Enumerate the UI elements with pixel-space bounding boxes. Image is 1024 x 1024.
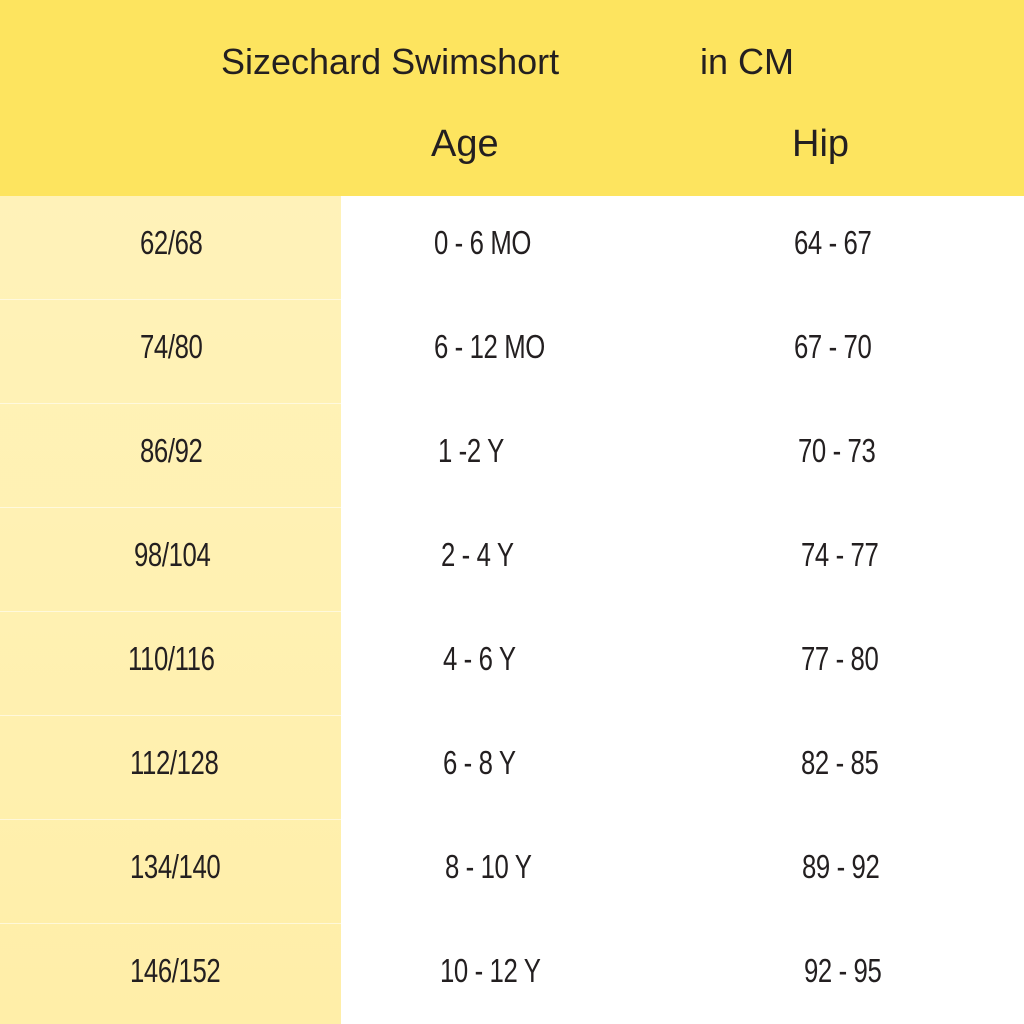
age-cell: 10 - 12 Y xyxy=(440,952,541,989)
table-row xyxy=(0,820,1024,924)
size-cell: 86/92 xyxy=(140,432,203,469)
hip-cell: 64 - 67 xyxy=(794,224,872,261)
column-header-hip: Hip xyxy=(792,123,850,165)
hip-cell: 77 - 80 xyxy=(801,640,879,677)
hip-cell: 92 - 95 xyxy=(804,952,882,989)
table-row xyxy=(0,612,1024,716)
age-cell: 6 - 12 MO xyxy=(434,328,545,365)
hip-cell: 70 - 73 xyxy=(798,432,876,469)
column-header-age: Age xyxy=(431,123,499,165)
age-cell: 8 - 10 Y xyxy=(445,848,532,885)
size-cell: 74/80 xyxy=(140,328,203,365)
size-cell: 110/116 xyxy=(128,640,215,677)
size-cell: 112/128 xyxy=(130,744,219,781)
unit-label: in CM xyxy=(700,41,795,82)
table-row xyxy=(0,716,1024,820)
chart-title: Sizechard Swimshort xyxy=(221,41,560,82)
chart-header xyxy=(0,0,1024,196)
age-cell: 6 - 8 Y xyxy=(443,744,516,781)
age-cell: 1 -2 Y xyxy=(438,432,504,469)
table-row xyxy=(0,196,1024,300)
age-cell: 4 - 6 Y xyxy=(443,640,516,677)
age-cell: 0 - 6 MO xyxy=(434,224,532,261)
table-row xyxy=(0,300,1024,404)
age-cell: 2 - 4 Y xyxy=(441,536,514,573)
table-row xyxy=(0,404,1024,508)
hip-cell: 67 - 70 xyxy=(794,328,872,365)
hip-cell: 74 - 77 xyxy=(801,536,879,573)
hip-cell: 89 - 92 xyxy=(802,848,880,885)
table-row xyxy=(0,924,1024,1024)
size-cell: 134/140 xyxy=(130,848,221,885)
hip-cell: 82 - 85 xyxy=(801,744,879,781)
size-cell: 98/104 xyxy=(134,536,211,573)
table-row xyxy=(0,508,1024,612)
size-cell: 146/152 xyxy=(130,952,221,989)
size-cell: 62/68 xyxy=(140,224,203,261)
